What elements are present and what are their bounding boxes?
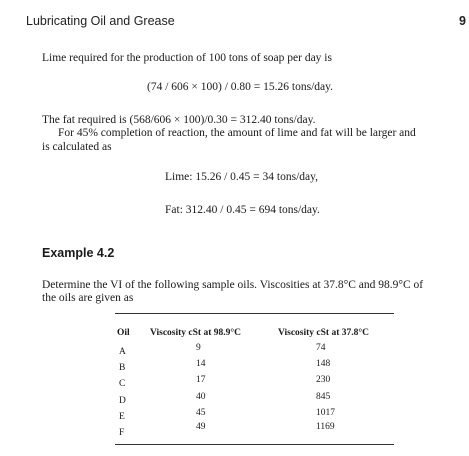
paragraph-lime: Lime required for the production of 100 tons of soap per day is (42, 52, 332, 64)
cell-oil: F (119, 428, 125, 438)
equation-lime: (74 / 606 × 100) / 0.80 = 15.26 tons/day. (147, 81, 333, 93)
page-number: 9 (459, 14, 466, 28)
cell-visc-37: 845 (316, 392, 331, 402)
cell-oil: E (119, 412, 125, 422)
cell-visc-98: 45 (196, 408, 206, 418)
cell-visc-98: 14 (196, 359, 206, 369)
table-header-oil: Oil (117, 328, 130, 338)
cell-visc-37: 230 (316, 375, 331, 385)
cell-oil: A (119, 347, 126, 357)
cell-visc-98: 17 (196, 375, 206, 385)
cell-visc-37: 1017 (316, 408, 335, 418)
cell-oil: B (119, 363, 126, 373)
cell-visc-98: 40 (196, 392, 206, 402)
example-text-line2: the oils are given as (42, 292, 134, 304)
paragraph-completion-line2: is calculated as (42, 141, 112, 153)
cell-oil: C (119, 379, 126, 389)
cell-visc-98: 49 (196, 422, 206, 432)
table-bottom-rule (115, 444, 394, 445)
equation-lime-adjusted: Lime: 15.26 / 0.45 = 34 tons/day, (165, 171, 318, 183)
cell-oil: D (119, 396, 126, 406)
cell-visc-37: 1169 (316, 422, 335, 432)
cell-visc-37: 74 (316, 343, 326, 353)
paragraph-fat: The fat required is (568/606 × 100)/0.30 = 312.40 tons/day. (42, 114, 316, 126)
table-header-visc-98: Viscosity cSt at 98.9°C (150, 328, 242, 338)
cell-visc-98: 9 (196, 343, 201, 353)
paragraph-completion-line1: For 45% completion of reaction, the amount of lime and fat will be larger and (58, 127, 416, 139)
table-header-visc-37: Viscosity cSt at 37.8°C (278, 328, 370, 338)
running-title: Lubricating Oil and Grease (26, 14, 175, 28)
equation-fat-adjusted: Fat: 312.40 / 0.45 = 694 tons/day. (165, 204, 320, 216)
table-top-rule (115, 313, 394, 314)
cell-visc-37: 148 (316, 359, 331, 369)
example-heading: Example 4.2 (42, 246, 115, 260)
example-text-line1: Determine the VI of the following sample oils. Viscosities at 37.8°C and 98.9°C of (42, 279, 424, 291)
